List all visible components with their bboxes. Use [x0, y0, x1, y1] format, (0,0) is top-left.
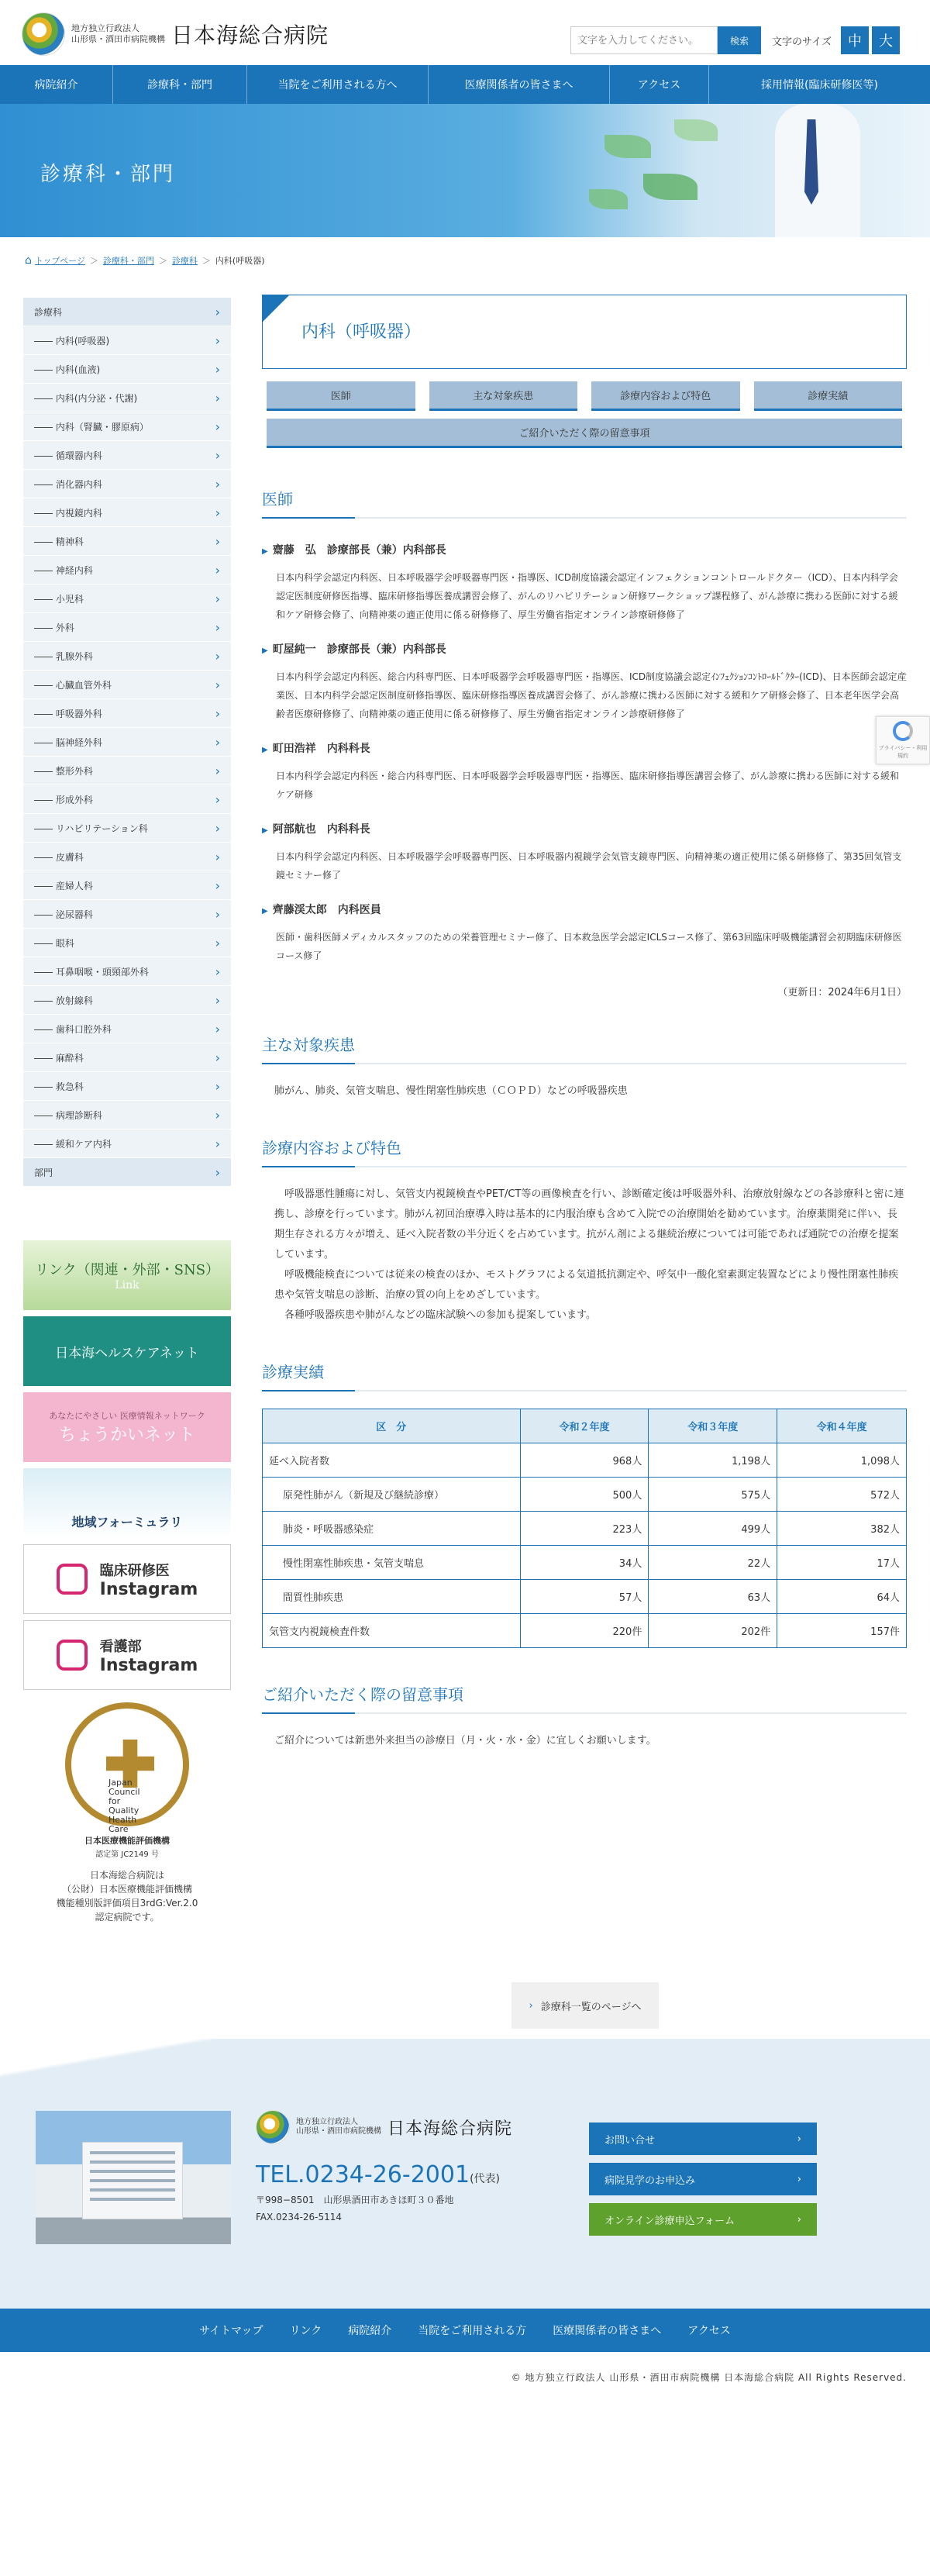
- sidebar-item[interactable]: ―― 麻酔科 ›: [23, 1043, 231, 1072]
- gnav-recruit[interactable]: 採用情報(臨床研修医等): [761, 79, 878, 91]
- sidebar-item[interactable]: ―― 病理診断科 ›: [23, 1101, 231, 1129]
- section-heading-features: 診療内容および特色: [262, 1136, 907, 1167]
- chevron-right-icon: ›: [215, 361, 220, 377]
- instagram-icon: [57, 1564, 88, 1595]
- sidebar-item[interactable]: ―― 神経内科 ›: [23, 556, 231, 585]
- leaf-decoration: [604, 135, 651, 158]
- gnav-medical-professionals[interactable]: 医療関係者の皆さまへ: [429, 65, 610, 104]
- doctor-name: ▶ 町田浩祥 内科科長: [262, 740, 907, 756]
- tab-doctors[interactable]: 医師: [267, 381, 415, 411]
- footer-link-sitemap[interactable]: サイトマップ: [199, 2325, 264, 2337]
- site-search: [570, 26, 761, 54]
- banner-chokai-net[interactable]: あなたにやさしい 医療情報ネットワーク ちょうかいネット: [23, 1392, 231, 1462]
- doctor-entry: [262, 542, 907, 624]
- doctor-coat-image: [775, 104, 860, 237]
- chevron-right-icon: ›: [529, 1999, 533, 2012]
- section-heading-referral: ご紹介いただく際の留意事項: [262, 1682, 907, 1714]
- table-row: 慢性閉塞性肺疾患・気管支喘息 34人 22人 17人: [263, 1546, 907, 1580]
- sidebar-item[interactable]: ―― 呼吸器外科 ›: [23, 699, 231, 728]
- sidebar-item[interactable]: ―― 内科（腎臓・膠原病） ›: [23, 412, 231, 441]
- chevron-right-icon: ›: [215, 1050, 220, 1065]
- doctor-qualifications: 日本内科学会認定内科医・総合内科専門医、日本呼吸器学会呼吸器専門医・指導医、臨床研修指導医講習会修了、がん診療に携わる医師に対する緩和ケア研修: [276, 771, 900, 800]
- font-size-large-button[interactable]: 大: [872, 26, 900, 54]
- search-input[interactable]: [570, 26, 718, 54]
- chevron-right-icon: ›: [215, 935, 220, 950]
- chevron-right-icon: ›: [215, 1136, 220, 1151]
- doctor-entry: [262, 641, 907, 723]
- breadcrumb-clinical[interactable]: 診療科: [171, 256, 198, 266]
- sidebar-item-clinical[interactable]: 診療科 ›: [23, 298, 231, 326]
- site-header: [0, 0, 930, 65]
- chevron-right-icon: ›: [215, 878, 220, 893]
- referral-text: ご紹介については新患外来担当の診療日（月・火・水・金）に宜しくお願いします。: [274, 1735, 656, 1747]
- chevron-right-icon: ›: [215, 619, 220, 635]
- banner-resident-instagram[interactable]: 臨床研修医 Instagram: [23, 1544, 231, 1614]
- doctor-name: ▶ 町屋純一 診療部長（兼）内科部長: [262, 641, 907, 657]
- logo-subtitle: 地方独立行政法人 山形県・酒田市病院機構: [71, 23, 165, 44]
- sidebar-item[interactable]: ―― 皮膚科 ›: [23, 843, 231, 871]
- sidebar-item[interactable]: ―― 歯科口腔外科 ›: [23, 1015, 231, 1043]
- recaptcha-icon: [893, 721, 913, 741]
- doctor-entry: [262, 902, 907, 965]
- doctor-entry: [262, 821, 907, 885]
- gnav-patients[interactable]: 当院をご利用される方へ: [247, 65, 429, 104]
- sidebar-item[interactable]: ―― 放射線科 ›: [23, 986, 231, 1015]
- banner-links[interactable]: リンク（関連・外部・SNS） Link: [23, 1240, 231, 1310]
- breadcrumb-departments[interactable]: 診療科・部門: [102, 256, 154, 266]
- chevron-right-icon: ›: [215, 591, 220, 606]
- banner-formulary[interactable]: 地域フォーミュラリ: [23, 1468, 231, 1538]
- chevron-right-icon: ›: [215, 964, 220, 979]
- sidebar-item[interactable]: ―― 心臓血管外科 ›: [23, 671, 231, 699]
- instagram-icon: [57, 1640, 88, 1671]
- page-hero: [0, 104, 930, 237]
- leaf-decoration: [589, 189, 628, 209]
- font-size-label: 文字のサイズ: [772, 36, 832, 48]
- table-row: 気管支内視鏡検査件数 220件 202件 157件: [263, 1614, 907, 1648]
- sidebar-item[interactable]: ―― 外科 ›: [23, 613, 231, 642]
- home-icon: ⌂: [25, 254, 32, 267]
- footer-nav: [0, 2309, 930, 2352]
- section-heading-doctors: 医師: [262, 487, 907, 519]
- tab-results[interactable]: 診療実績: [754, 381, 903, 411]
- chevron-right-icon: ›: [215, 1078, 220, 1094]
- sidebar-item[interactable]: ―― 内科(血液) ›: [23, 355, 231, 384]
- table-row: 延べ入院者数 968人 1,198人 1,098人: [263, 1443, 907, 1478]
- sidebar-item[interactable]: ―― 内視鏡内科 ›: [23, 498, 231, 527]
- chevron-right-icon: ›: [215, 705, 220, 721]
- sidebar-item[interactable]: ―― 内科(呼吸器) ›: [23, 326, 231, 355]
- chevron-right-icon: ›: [215, 447, 220, 463]
- banner-nursing-instagram[interactable]: 看護部 Instagram: [23, 1620, 231, 1690]
- doctor-name: ▶ 阿部航也 内科科長: [262, 821, 907, 836]
- sidebar-item[interactable]: ―― 整形外科 ›: [23, 757, 231, 785]
- sidebar-item[interactable]: ―― 形成外科 ›: [23, 785, 231, 814]
- accreditation-badge: Japan Council for Quality Health Care 日本医療機能評価機構 認定第 JC2149 号 日本海総合病院は （公財）日本医療機能評価機構 機能種別版評価項目3rdG:Ver.2.0 認定病院です。: [23, 1702, 231, 1924]
- doctor-qualifications: 日本内科学会認定内科医、日本呼吸器学会呼吸器専門医・指導医、ICD制度協議会認定インフェクションコントロールドクター（ICD）、日本内科学会認定医制度研修医指導、臨床研修指導医養成講習会修了、がんのリハビリテーション研修ワークショップ課程修了、がん診療に携わる医師に対する緩和ケア研修会修了、向精神薬の適正使用に係る研修修了、厚生労働省指定オンライン診療研修修了: [276, 572, 898, 620]
- section-heading-results: 診療実績: [262, 1360, 907, 1391]
- chevron-right-icon: ›: [215, 734, 220, 750]
- tab-referral[interactable]: ご紹介いただく際の留意事項: [267, 419, 902, 448]
- sidebar-item[interactable]: ―― リハビリテーション科 ›: [23, 814, 231, 843]
- chevron-right-icon: ›: [215, 820, 220, 836]
- hospital-tour-button[interactable]: 病院見学のお申込み ›: [589, 2163, 817, 2195]
- anchor-tabs: [262, 381, 907, 448]
- sidebar-item[interactable]: ―― 乳腺外科 ›: [23, 642, 231, 671]
- chevron-right-icon: ›: [215, 1021, 220, 1036]
- breadcrumb-current: 内科(呼吸器): [215, 256, 265, 266]
- footer-link-about[interactable]: 病院紹介: [348, 2325, 392, 2337]
- footer-contact: 地方独立行政法人 山形県・酒田市病院機構 日本海総合病院 TEL.0234-26-2001(代表) 〒998−8501 山形県酒田市あきほ町３０番地 FAX.0234-26-5114: [256, 2110, 512, 2226]
- online-consultation-button[interactable]: オンライン診療申込フォーム ›: [589, 2203, 817, 2236]
- doctor-name: ▶ 齋藤 弘 診療部長（兼）内科部長: [262, 542, 907, 557]
- chevron-right-icon: ›: [215, 791, 220, 807]
- results-table: [262, 1409, 907, 1648]
- footer-link-access[interactable]: アクセス: [687, 2325, 731, 2337]
- hero-title: 診療科・部門: [40, 163, 176, 186]
- footer-phone[interactable]: TEL.0234-26-2001(代表): [256, 2161, 500, 2188]
- table-header-row: 区 分 令和２年度 令和３年度 令和４年度: [263, 1409, 907, 1443]
- logo-name: 日本海総合病院: [171, 22, 329, 48]
- tab-diseases[interactable]: 主な対象疾患: [429, 381, 578, 411]
- sidebar-item[interactable]: ―― 眼科 ›: [23, 929, 231, 957]
- font-size-medium-button[interactable]: 中: [841, 26, 869, 54]
- footer-link-professionals[interactable]: 医療関係者の皆さまへ: [553, 2325, 662, 2337]
- chevron-right-icon: ›: [215, 677, 220, 692]
- main-content: [262, 295, 907, 1751]
- logo-mark-icon: [22, 12, 65, 56]
- doctor-qualifications: 日本内科学会認定内科医、総合内科専門医、日本呼吸器学会呼吸器専門医・指導医、ICD制度協議会認定ｲﾝﾌｪｸｼｮﾝｺﾝﾄﾛｰﾙﾄﾞｸﾀｰ(ICD)、日本医師会認定産業医、日本内科学会認定医制度研修指導医、臨床研修指導医養成講習会修了、がん診療に携わる医師に対する緩和ケア研修会修了、日本老年医学会高齢者医療研修修了、向精神薬の適正使用に係る研修修了、厚生労働省指定オンライン診療研修修了: [276, 671, 907, 719]
- sidebar-item[interactable]: ―― 救急科 ›: [23, 1072, 231, 1101]
- section-heading-diseases: 主な対象疾患: [262, 1033, 907, 1064]
- global-nav: [0, 65, 930, 104]
- page-title-box: [262, 295, 907, 369]
- sidebar-item[interactable]: ―― 消化器内科 ›: [23, 470, 231, 498]
- leaf-decoration: [674, 119, 718, 141]
- gnav-hospital-intro[interactable]: 病院紹介: [0, 65, 113, 104]
- sidebar-item[interactable]: ―― 脳神経外科 ›: [23, 728, 231, 757]
- chevron-right-icon: ›: [215, 476, 220, 491]
- table-row: 間質性肺疾患 57人 63人 64人: [263, 1580, 907, 1614]
- gnav-departments[interactable]: 診療科・部門: [113, 65, 247, 104]
- chevron-right-icon: ›: [215, 1107, 220, 1122]
- sidebar-item[interactable]: ―― 精神科 ›: [23, 527, 231, 556]
- doctor-name: ▶ 齊藤渓太郎 内科医員: [262, 902, 907, 917]
- site-logo[interactable]: [22, 12, 329, 56]
- leaf-decoration: [643, 174, 698, 200]
- footer-link-patients[interactable]: 当院をご利用される方: [418, 2325, 527, 2337]
- updated-date: （更新日：2024年6月1日）: [777, 987, 907, 998]
- chevron-right-icon: ›: [215, 992, 220, 1008]
- chevron-right-icon: ›: [215, 333, 220, 348]
- sidebar-item-divisions[interactable]: 部門 ›: [23, 1158, 231, 1187]
- table-row: 原発性肺がん（新規及び継続診療） 500人 575人 572人: [263, 1478, 907, 1512]
- sidebar-item[interactable]: ―― 耳鼻咽喉・頭頸部外科 ›: [23, 957, 231, 986]
- hospital-building-image: [36, 2111, 231, 2244]
- doctor-qualifications: 医師・歯科医師メディカルスタッフのための栄養管理セミナー修了、日本救急医学会認定ICLSコース修了、第63回臨床呼吸機能講習会初期臨床研修医コース修了: [276, 932, 902, 961]
- contact-button[interactable]: お問い合せ ›: [589, 2123, 817, 2155]
- recaptcha-badge[interactable]: プライバシー・利用規約: [876, 716, 930, 764]
- footer-link-links[interactable]: リンク: [289, 2325, 322, 2337]
- table-row: 肺炎・呼吸器感染症 223人 499人 382人: [263, 1512, 907, 1546]
- diseases-text: 肺がん、肺炎、気管支喘息、慢性閉塞性肺疾患（ＣＯＰＤ）などの呼吸器疾患: [274, 1085, 628, 1097]
- chevron-right-icon: ›: [215, 849, 220, 864]
- logo-mark-icon: [256, 2110, 290, 2144]
- chevron-right-icon: ›: [215, 419, 220, 434]
- chevron-right-icon: ›: [797, 2213, 801, 2226]
- sidebar-item[interactable]: ―― 内科(内分泌・代謝) ›: [23, 384, 231, 412]
- chevron-right-icon: ›: [797, 2133, 801, 2145]
- sidebar-item[interactable]: ―― 泌尿器科 ›: [23, 900, 231, 929]
- banner-healthcare-net[interactable]: 日本海ヘルスケアネット: [23, 1316, 231, 1386]
- sidebar-menu: [23, 298, 231, 1187]
- chevron-right-icon: ›: [215, 304, 220, 319]
- doctor-qualifications: 日本内科学会認定内科医、日本呼吸器学会呼吸器専門医、日本呼吸器内視鏡学会気管支鏡専門医、向精神薬の適正使用に係る研修修了、第35回気管支鏡セミナー修了: [276, 851, 902, 881]
- sidebar-item[interactable]: ―― 循環器内科 ›: [23, 441, 231, 470]
- font-size-switcher: [772, 26, 900, 54]
- gnav-access[interactable]: アクセス: [610, 65, 709, 104]
- sidebar-item[interactable]: ―― 小児科 ›: [23, 585, 231, 613]
- chevron-right-icon: ›: [215, 505, 220, 520]
- features-text: 呼吸器悪性腫瘍に対し、気管支内視鏡検査やPET/CT等の画像検査を行い、診断確定後は呼吸器外科、治療放射線などの各診療科と密に連携し、診療を行っています。肺がん初回治療導入時は基本的に内服治療も含めて入院での治療開始を勧めています。治療薬開発に伴い、長期生存される方々が増え、延べ入院者数の半分近くを占めています。抗がん剤による継続治療については可能であれば通院での治療を提案しています。 呼吸機能検査については従来の検査のほか、モストグラフによる気道抵抗測定や、呼気中一酸化窒素測定装置などにより慢性閉塞性肺疾患や気管支喘息の診断、治療の質の向上をめざしています。 各種呼吸器疾患や肺がんなどの臨床試験への参加も提案しています。: [274, 1188, 904, 1321]
- chevron-right-icon: ›: [215, 390, 220, 405]
- tab-features[interactable]: 診療内容および特色: [591, 381, 740, 411]
- chevron-right-icon: ›: [215, 763, 220, 778]
- search-button[interactable]: 検索: [718, 26, 761, 54]
- chevron-right-icon: ›: [215, 1164, 220, 1180]
- doctor-entry: [262, 740, 907, 804]
- back-to-departments-button[interactable]: › 診療科一覧のページへ: [512, 1982, 659, 2029]
- page-title: 内科（呼吸器）: [301, 322, 422, 342]
- chevron-right-icon: ›: [215, 648, 220, 664]
- jcqhc-seal-icon: Japan Council for Quality Health Care: [65, 1702, 189, 1826]
- sidebar-item[interactable]: ―― 緩和ケア内科 ›: [23, 1129, 231, 1158]
- chevron-right-icon: ›: [215, 533, 220, 549]
- chevron-right-icon: ›: [215, 906, 220, 922]
- chevron-right-icon: ›: [215, 562, 220, 578]
- sidebar-item[interactable]: ―― 産婦人科 ›: [23, 871, 231, 900]
- footer-address: 〒998−8501 山形県酒田市あきほ町３０番地 FAX.0234-26-5114: [256, 2195, 454, 2223]
- copyright: © 地方独立行政法人 山形県・酒田市病院機構 日本海総合病院 All Rights Reserved.: [511, 2372, 907, 2383]
- chevron-right-icon: ›: [797, 2173, 801, 2185]
- breadcrumb: ⌂ トップページ ＞ 診療科・部門 ＞ 診療科 ＞ 内科(呼吸器): [25, 254, 265, 267]
- breadcrumb-home[interactable]: トップページ: [34, 256, 85, 266]
